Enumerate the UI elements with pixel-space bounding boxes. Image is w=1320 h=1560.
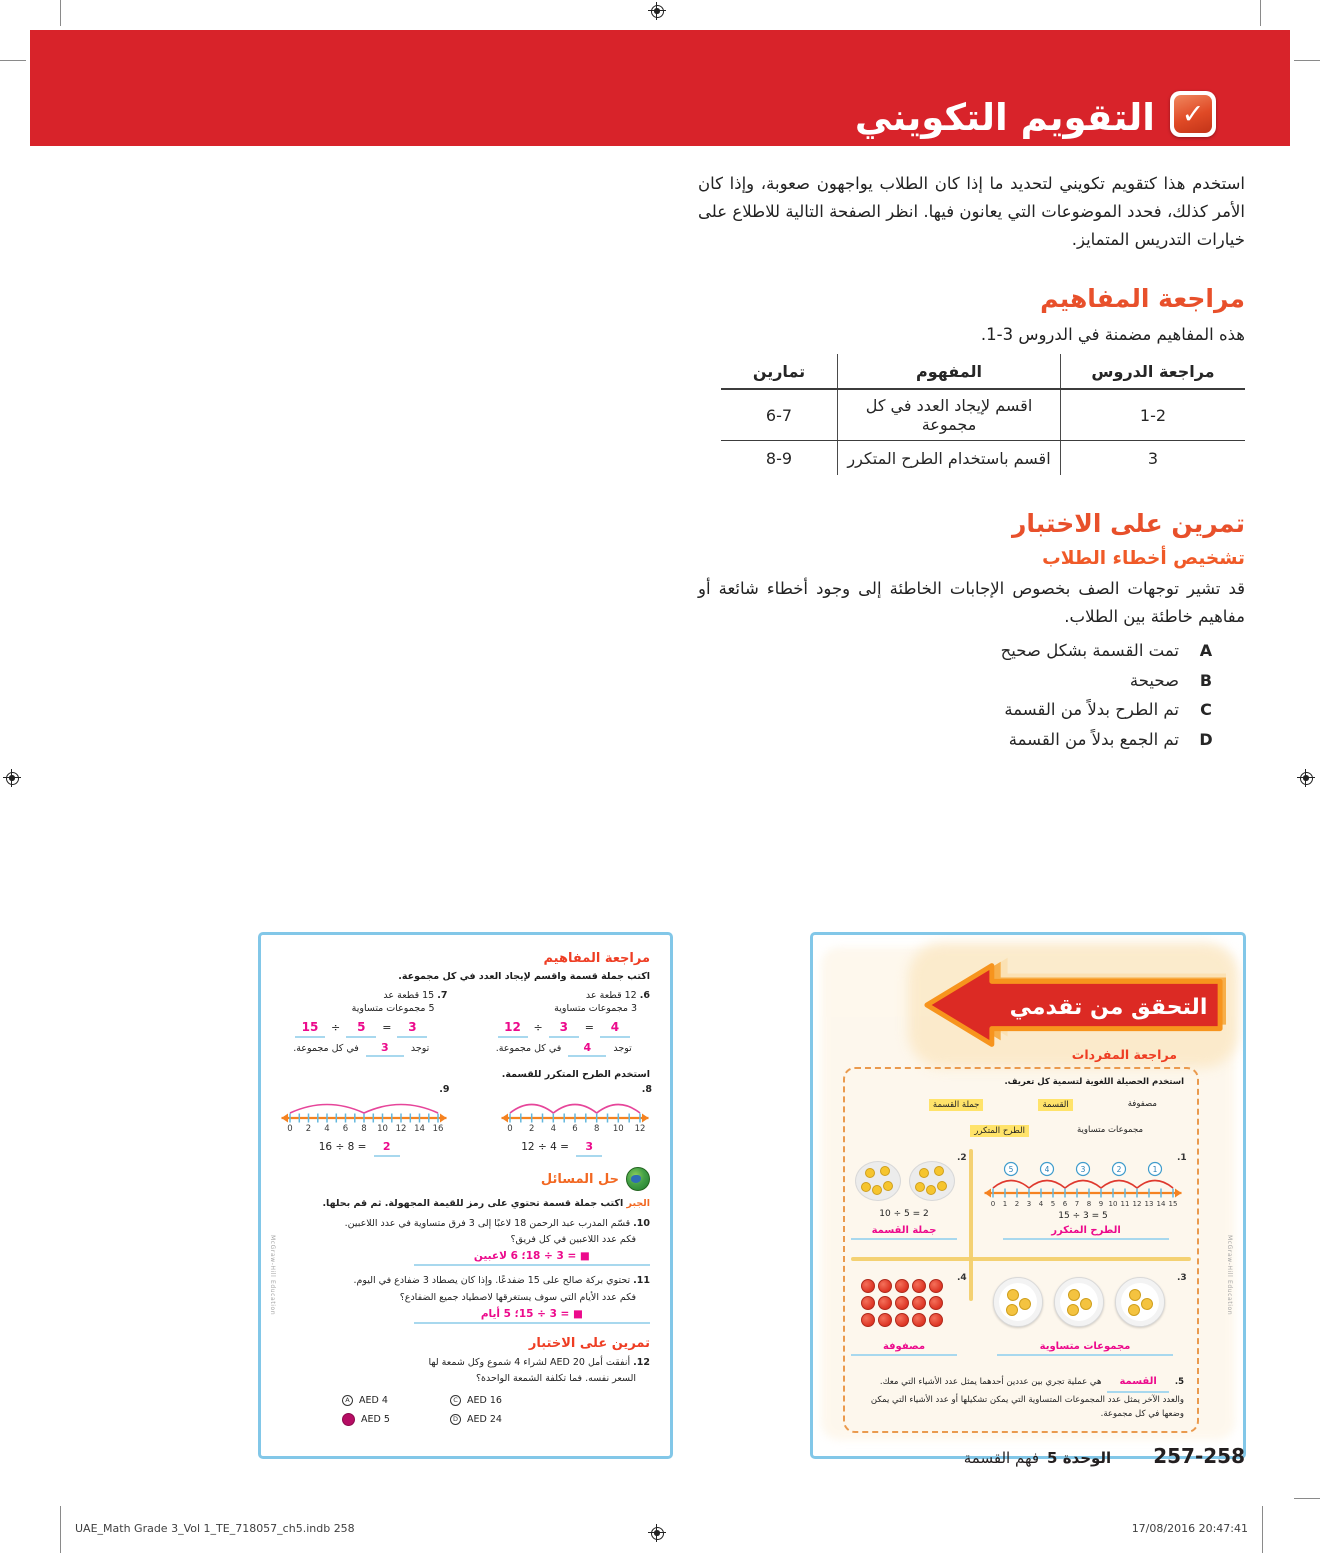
number-line bbox=[983, 1157, 1183, 1213]
mc-option bbox=[450, 1413, 558, 1426]
word-bank-term: مجموعات متساوية bbox=[1076, 1125, 1143, 1135]
dumpling-dot bbox=[1019, 1298, 1031, 1310]
problem-text: 12 قطعة عد bbox=[585, 990, 637, 1001]
answer-blank: 4 bbox=[600, 1021, 630, 1038]
page-title: التقويم التكويني bbox=[854, 96, 1155, 140]
sp258-test-practice-heading: تمرين على الاختبار bbox=[528, 1335, 650, 1351]
intro-paragraph: استخدم هذا كتقويم تكويني لتحديد ما إذا كان الطلاب يواجهون صعوبة، وإذا كان الأمر كذلك، فحدد الموضوعات التي يعانون فيها. انظر الصفحة التالية للاطلاع على خيارات التدريس المتمايز. bbox=[698, 174, 1245, 250]
choice-letter: D bbox=[1199, 730, 1213, 750]
array-dot bbox=[878, 1279, 892, 1293]
vocab-review-box bbox=[843, 1067, 1199, 1433]
svg-text:4: 4 bbox=[1038, 1200, 1044, 1208]
problems-8-9-row bbox=[275, 1086, 650, 1157]
array-dot bbox=[929, 1313, 943, 1327]
vocab-review-heading: مراجعة المفردات bbox=[1071, 1047, 1177, 1062]
answer-blank: 3 bbox=[397, 1021, 427, 1038]
concept-review-heading: مراجعة المفاهيم bbox=[1040, 284, 1245, 314]
svg-text:6: 6 bbox=[342, 1124, 348, 1135]
vocab-answer: القسمة bbox=[1107, 1373, 1169, 1393]
word-bank-row bbox=[929, 1099, 1157, 1111]
concept-review-table bbox=[721, 354, 1245, 475]
crop-mark bbox=[1262, 1506, 1263, 1553]
option-label: AED 24 bbox=[467, 1413, 502, 1425]
unit-footer bbox=[964, 1444, 1245, 1468]
problem-number: 1. bbox=[1177, 1153, 1187, 1163]
choice-text: تم الطرح بدلاً من القسمة bbox=[1004, 700, 1179, 720]
crop-mark bbox=[1294, 1498, 1320, 1499]
svg-text:14: 14 bbox=[1156, 1200, 1166, 1208]
counter-dot bbox=[919, 1168, 929, 1178]
problem-solving-heading: حل المسائل bbox=[275, 1167, 650, 1191]
formative-assessment-header bbox=[30, 30, 1290, 146]
array-dot bbox=[912, 1313, 926, 1327]
array-dot bbox=[878, 1296, 892, 1310]
cell-lessons: 1-2 bbox=[1061, 389, 1246, 441]
option-label: AED 16 bbox=[467, 1394, 502, 1406]
array-dot bbox=[861, 1313, 875, 1327]
problem-number: 3. bbox=[1177, 1273, 1187, 1283]
problem-6 bbox=[478, 990, 651, 1057]
array-dot bbox=[895, 1313, 909, 1327]
algebra-instruction: الجبر اكتب جملة قسمة تحتوي على رمز للقيمة المجهولة. ثم قم بحلها. bbox=[322, 1198, 650, 1210]
problem-number: 4. bbox=[957, 1273, 967, 1283]
quadrant-divider-vertical bbox=[969, 1149, 973, 1301]
option-letter-circle-icon: D bbox=[450, 1414, 461, 1425]
student-page-257-thumbnail bbox=[810, 932, 1246, 1459]
table-header-row bbox=[721, 354, 1245, 389]
registration-mark-icon bbox=[648, 1524, 666, 1542]
array-dot bbox=[929, 1279, 943, 1293]
choice-letter: A bbox=[1199, 641, 1213, 661]
answer-blank: 5 bbox=[346, 1021, 376, 1038]
array-of-counters bbox=[861, 1279, 943, 1327]
problem-5 bbox=[857, 1373, 1184, 1422]
vocab-answer: جملة القسمة bbox=[851, 1225, 957, 1240]
problem-text: 3 مجموعات متساوية bbox=[554, 1003, 637, 1014]
division-equation: 15 ÷ 3 = 5 bbox=[1058, 1211, 1108, 1221]
problem-number: 2. bbox=[957, 1153, 967, 1163]
concept-review-note: هذه المفاهيم مضمنة في الدروس 3-1. bbox=[980, 325, 1245, 345]
problem-text: 5 مجموعات متساوية bbox=[351, 1003, 435, 1014]
svg-text:8: 8 bbox=[1086, 1200, 1092, 1208]
choice-letter: C bbox=[1200, 700, 1212, 720]
dumpling-dot bbox=[1068, 1289, 1080, 1301]
answer-line: ■ = 3 ÷ 18؛ 6 لاعبين bbox=[414, 1250, 650, 1266]
number-line-svg bbox=[280, 1088, 448, 1134]
svg-text:11: 11 bbox=[1120, 1200, 1130, 1208]
problem-number: 10. bbox=[633, 1218, 650, 1230]
word-bank-term: جملة القسمة bbox=[929, 1099, 984, 1111]
cell-concept: اقسم لإيجاد العدد في كل مجموعة bbox=[838, 389, 1061, 441]
svg-text:8: 8 bbox=[360, 1124, 367, 1135]
problem-number: 8. bbox=[641, 1084, 652, 1096]
problem-9 bbox=[275, 1086, 448, 1157]
answer-blank: 3 bbox=[549, 1021, 579, 1038]
counter-dot bbox=[934, 1166, 944, 1176]
problem-11: 11. تحتوي بركة صالح على 15 ضفدعًا. وإذا كان يصطاد 3 ضفادع في اليوم. فكم عدد الأيام التي سوف يستغرقها لاصطياد جميع الضفادع؟ bbox=[353, 1275, 650, 1303]
vocab-instruction: استخدم الحصيلة اللغوية لتسمية كل تعريف. bbox=[1004, 1077, 1184, 1087]
svg-text:6: 6 bbox=[1062, 1200, 1068, 1208]
svg-text:4: 4 bbox=[550, 1124, 557, 1135]
answer-blank: 12 bbox=[498, 1021, 528, 1038]
dumpling-dot bbox=[1006, 1304, 1018, 1316]
crop-mark bbox=[1294, 60, 1320, 61]
answer-blank: 15 bbox=[295, 1021, 325, 1038]
algebra-label: الجبر bbox=[626, 1198, 650, 1210]
svg-text:3: 3 bbox=[1080, 1165, 1086, 1174]
counter-dot bbox=[915, 1182, 925, 1192]
array-dot bbox=[861, 1279, 875, 1293]
table-row bbox=[721, 441, 1245, 476]
sp258-instruction: اكتب جملة قسمة واقسم لإيجاد العدد في كل مجموعة. bbox=[398, 971, 650, 982]
word-bank-term: القسمة bbox=[1038, 1099, 1072, 1111]
quadrant-divider-horizontal bbox=[851, 1257, 1191, 1261]
number-line bbox=[275, 1088, 448, 1138]
svg-text:12: 12 bbox=[1132, 1200, 1142, 1208]
check-my-progress-banner bbox=[921, 955, 1226, 1055]
number-line-svg bbox=[983, 1157, 1183, 1209]
svg-text:2: 2 bbox=[305, 1124, 311, 1135]
svg-text:6: 6 bbox=[572, 1124, 578, 1135]
counter-dot bbox=[926, 1185, 936, 1195]
crop-mark bbox=[60, 0, 61, 26]
multiple-choice-options bbox=[342, 1395, 558, 1426]
svg-text:0: 0 bbox=[507, 1124, 513, 1135]
division-equation: 15 ÷ 5 = 3 bbox=[275, 1021, 448, 1038]
svg-text:9: 9 bbox=[1098, 1200, 1104, 1208]
option-letter-circle-icon bbox=[342, 1413, 355, 1426]
dumpling-dot bbox=[1007, 1289, 1019, 1301]
checkbox-check-icon: ✓ bbox=[1170, 91, 1216, 137]
counter-dot bbox=[865, 1168, 875, 1178]
array-dot bbox=[861, 1296, 875, 1310]
option-letter-circle-icon: C bbox=[450, 1395, 461, 1406]
array-dot bbox=[929, 1296, 943, 1310]
svg-text:8: 8 bbox=[593, 1124, 600, 1135]
dumpling-dot bbox=[1067, 1304, 1079, 1316]
copyright-imprint: McGraw-Hill Education bbox=[1226, 1235, 1233, 1316]
division-equation: 16 ÷ 8 = 2 bbox=[275, 1141, 448, 1157]
svg-text:5: 5 bbox=[1050, 1200, 1056, 1208]
sp258-concept-review-heading: مراجعة المفاهيم bbox=[543, 951, 650, 966]
counter-dot bbox=[861, 1182, 871, 1192]
registration-mark-icon bbox=[3, 769, 21, 787]
mc-option bbox=[450, 1395, 558, 1406]
svg-text:13: 13 bbox=[1144, 1200, 1154, 1208]
counter-group bbox=[855, 1161, 901, 1201]
problem-10: 10. قسّم المدرب عبد الرحمن 18 لاعبًا إلى 3 فرق متساوية في عدد اللاعبين. فكم عدد اللاعبين في كل فريق؟ bbox=[344, 1218, 650, 1246]
svg-text:16: 16 bbox=[432, 1124, 443, 1135]
choice-text: صحيحة bbox=[1129, 670, 1179, 690]
print-datetime: 17/08/2016 20:47:41 bbox=[1131, 1522, 1248, 1535]
counter-dot bbox=[880, 1166, 890, 1176]
vocab-answer: مصفوفة bbox=[851, 1341, 957, 1356]
word-bank-term: الطرح المتكرر bbox=[970, 1125, 1029, 1137]
choice-letter: B bbox=[1199, 670, 1213, 690]
unit-label: الوحدة 5 bbox=[1047, 1449, 1112, 1467]
array-dot bbox=[878, 1313, 892, 1327]
problem-text: 15 قطعة عد bbox=[383, 990, 435, 1001]
word-bank-row bbox=[970, 1125, 1143, 1137]
svg-text:14: 14 bbox=[413, 1124, 425, 1135]
answer-choice-list bbox=[698, 641, 1245, 751]
problem-number: 7. bbox=[437, 990, 448, 1001]
number-line bbox=[478, 1088, 651, 1138]
problem-number: 5. bbox=[1174, 1377, 1184, 1387]
sp258-instruction: استخدم الطرح المتكرر للقسمة. bbox=[501, 1069, 650, 1081]
cell-exercises: 6-7 bbox=[721, 389, 838, 441]
division-equation: 12 ÷ 4 = 3 bbox=[478, 1141, 651, 1157]
option-letter-circle-icon: A bbox=[342, 1395, 353, 1406]
word-bank-term: مصفوفة bbox=[1127, 1099, 1157, 1109]
array-dot bbox=[912, 1296, 926, 1310]
svg-text:3: 3 bbox=[1026, 1200, 1032, 1208]
division-equation: 12 ÷ 3 = 4 bbox=[478, 1021, 651, 1038]
svg-text:15: 15 bbox=[1168, 1200, 1178, 1208]
mc-option bbox=[342, 1413, 450, 1426]
svg-text:2: 2 bbox=[528, 1124, 535, 1135]
choice-text: تمت القسمة بشكل صحيح bbox=[1000, 641, 1179, 661]
teacher-content-column bbox=[698, 170, 1245, 760]
choice-text: تم الجمع بدلاً من القسمة bbox=[1008, 730, 1179, 750]
student-page-258-thumbnail bbox=[258, 932, 673, 1459]
banner-title: التحقق من تقدمي bbox=[1009, 994, 1208, 1020]
array-dot bbox=[895, 1279, 909, 1293]
problem-number: 11. bbox=[633, 1275, 650, 1287]
counter-dot bbox=[883, 1181, 893, 1191]
counter-dot bbox=[937, 1181, 947, 1191]
option-label: AED 5 bbox=[361, 1413, 390, 1425]
counter-dot bbox=[872, 1185, 882, 1195]
vocab-answer: الطرح المتكرر bbox=[1003, 1225, 1169, 1240]
svg-text:0: 0 bbox=[286, 1124, 293, 1135]
array-dot bbox=[912, 1279, 926, 1293]
dumpling-dot bbox=[1129, 1289, 1141, 1301]
svg-text:10: 10 bbox=[376, 1124, 388, 1135]
counter-group bbox=[909, 1161, 955, 1201]
dumpling-dot bbox=[1128, 1304, 1140, 1316]
division-equation: 10 ÷ 5 = 2 bbox=[879, 1209, 929, 1219]
svg-text:0: 0 bbox=[990, 1200, 996, 1208]
problems-6-7-row bbox=[275, 990, 650, 1057]
col-header-concept: المفهوم bbox=[838, 354, 1061, 389]
answer-choice bbox=[698, 730, 1215, 751]
counter-groups bbox=[855, 1161, 955, 1201]
registration-mark-icon bbox=[1297, 769, 1315, 787]
svg-text:10: 10 bbox=[1108, 1200, 1118, 1208]
answer-line: ■ = 3 ÷ 15؛ 5 أيام bbox=[414, 1308, 650, 1324]
cell-exercises: 8-9 bbox=[765, 448, 793, 468]
col-header-exercises: تمارين bbox=[721, 354, 838, 389]
plate bbox=[1054, 1277, 1104, 1327]
equal-groups-plates bbox=[993, 1277, 1165, 1327]
svg-text:12: 12 bbox=[395, 1124, 406, 1135]
answer-choice bbox=[698, 641, 1215, 662]
array-dot bbox=[895, 1296, 909, 1310]
svg-text:12: 12 bbox=[634, 1124, 646, 1135]
mc-option bbox=[342, 1395, 450, 1406]
answer-choice bbox=[698, 700, 1215, 721]
problem-12: 12. أنفقت أمل AED 20 لشراء 4 شموع وكل شمعة لها السعر نفسه. فما تكلفة الشمعة الواحدة؟ bbox=[428, 1356, 650, 1384]
copyright-imprint: McGraw-Hill Education bbox=[269, 1235, 276, 1316]
vocab-answer: مجموعات متساوية bbox=[997, 1341, 1173, 1356]
result-sentence: توجد 3 في كل مجموعة. bbox=[275, 1042, 448, 1058]
crop-mark bbox=[0, 60, 26, 61]
dumpling-dot bbox=[1080, 1298, 1092, 1310]
cell-lessons: 3 bbox=[1061, 441, 1246, 476]
definition-text: هي عملية تجري بين عددين أحدهما يمثل عدد الأشياء التي معك. والعدد الآخر يمثل عدد المجموعات المتساوية التي يمكن تشكيلها أو عدد الأشياء التي يمكن وضعها في كل مجموعة. bbox=[870, 1377, 1184, 1420]
svg-text:2: 2 bbox=[1116, 1165, 1122, 1174]
crop-mark bbox=[1260, 0, 1261, 26]
answer-blank: 3 bbox=[576, 1141, 602, 1157]
answer-blank: 3 bbox=[366, 1042, 404, 1058]
number-line-svg bbox=[500, 1088, 650, 1134]
test-practice-body: قد تشير توجهات الصف بخصوص الإجابات الخاطئة إلى وجود أخطاء شائعة أو مفاهيم خاطئة بين الطلاب. bbox=[698, 579, 1245, 627]
answer-blank: 2 bbox=[374, 1141, 400, 1157]
svg-text:4: 4 bbox=[1044, 1165, 1050, 1174]
svg-text:10: 10 bbox=[612, 1124, 624, 1135]
registration-mark-icon bbox=[648, 2, 666, 20]
crop-mark bbox=[60, 1506, 61, 1553]
answer-choice bbox=[698, 671, 1215, 692]
problem-7 bbox=[275, 990, 448, 1057]
page-numbers: 257-258 bbox=[1153, 1444, 1245, 1468]
col-header-lessons: مراجعة الدروس bbox=[1061, 354, 1246, 389]
problem-8 bbox=[478, 1086, 651, 1157]
cell-concept: اقسم باستخدام الطرح المتكرر bbox=[838, 441, 1061, 476]
svg-text:2: 2 bbox=[1014, 1200, 1020, 1208]
svg-text:7: 7 bbox=[1074, 1200, 1080, 1208]
unit-title: فهم القسمة bbox=[963, 1449, 1040, 1467]
svg-text:4: 4 bbox=[323, 1124, 330, 1135]
dumpling-dot bbox=[1141, 1298, 1153, 1310]
table-row bbox=[721, 389, 1245, 441]
problem-number: 12. bbox=[633, 1356, 650, 1368]
test-practice-heading: تمرين على الاختبار bbox=[1012, 509, 1245, 539]
problem-number: 9. bbox=[439, 1084, 450, 1096]
globe-icon bbox=[626, 1167, 650, 1191]
option-label: AED 4 bbox=[359, 1394, 388, 1406]
svg-text:1: 1 bbox=[1002, 1200, 1008, 1208]
problem-number: 6. bbox=[639, 990, 650, 1001]
plate bbox=[993, 1277, 1043, 1327]
answer-blank: 4 bbox=[568, 1042, 606, 1058]
plate bbox=[1115, 1277, 1165, 1327]
result-sentence: توجد 4 في كل مجموعة. bbox=[478, 1042, 651, 1058]
diagnose-errors-subheading: تشخيص أخطاء الطلاب bbox=[1042, 548, 1245, 570]
svg-text:1: 1 bbox=[1152, 1165, 1158, 1174]
file-name: UAE_Math Grade 3_Vol 1_TE_718057_ch5.indb 258 bbox=[75, 1522, 355, 1535]
svg-text:5: 5 bbox=[1008, 1165, 1014, 1174]
